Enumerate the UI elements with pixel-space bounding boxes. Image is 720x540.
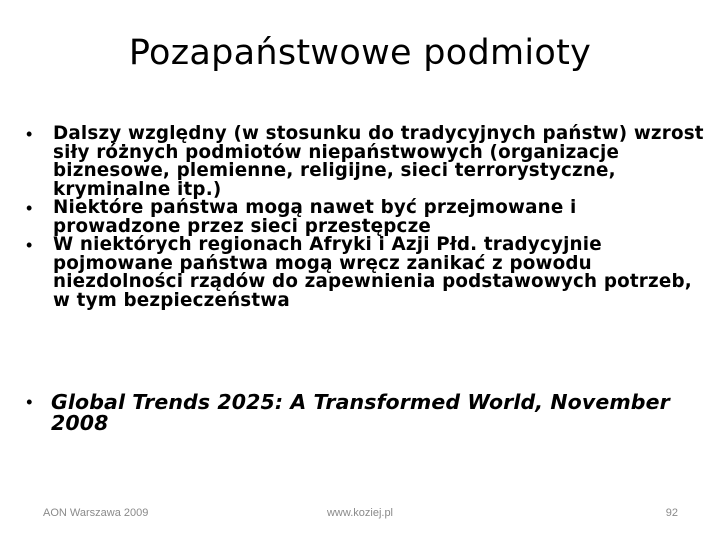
source-bullet-item <box>26 392 706 434</box>
bullet-text-2: Niektóre państwa mogą nawet być przejmowane i prowadzone przez sieci przestępcze <box>53 197 577 237</box>
bullet-dot-icon: • <box>26 235 33 255</box>
footer-center-text: www.koziej.pl <box>326 507 394 519</box>
bullet-text-3: W niektórych regionach Afryki i Azji Płd. tradycyjnie pojmowane państwa mogą wręcz zanikać z powodu niezdolności rządów do zapewnienia podstawowych potrzeb, w tym bezpieczeństwa <box>53 234 692 311</box>
source-bullet-text: Global Trends 2025: A Transformed World, November 2008 <box>51 390 670 435</box>
slide-title: Pozapaństwowe podmioty <box>128 33 592 73</box>
bullet-text-1: Dalszy względny (w stosunku do tradycyjnych państw) wzrost siły różnych podmiotów niepaństwowych (organizacje biznesowe, plemienne, religijne, sieci terrorystyczne, kryminalne itp.) <box>53 123 704 200</box>
bullet-item-3 <box>26 236 706 310</box>
footer-left-text: AON Warszawa 2009 <box>43 507 149 519</box>
bullet-item-1 <box>26 125 706 199</box>
source-bullet-list <box>26 392 706 434</box>
footer-page-number: 92 <box>665 507 678 519</box>
bullet-dot-icon: • <box>26 124 33 144</box>
bullet-item-2 <box>26 199 706 236</box>
bullet-dot-icon: • <box>26 392 33 412</box>
bullet-list <box>26 125 706 310</box>
bullet-dot-icon: • <box>26 198 33 218</box>
